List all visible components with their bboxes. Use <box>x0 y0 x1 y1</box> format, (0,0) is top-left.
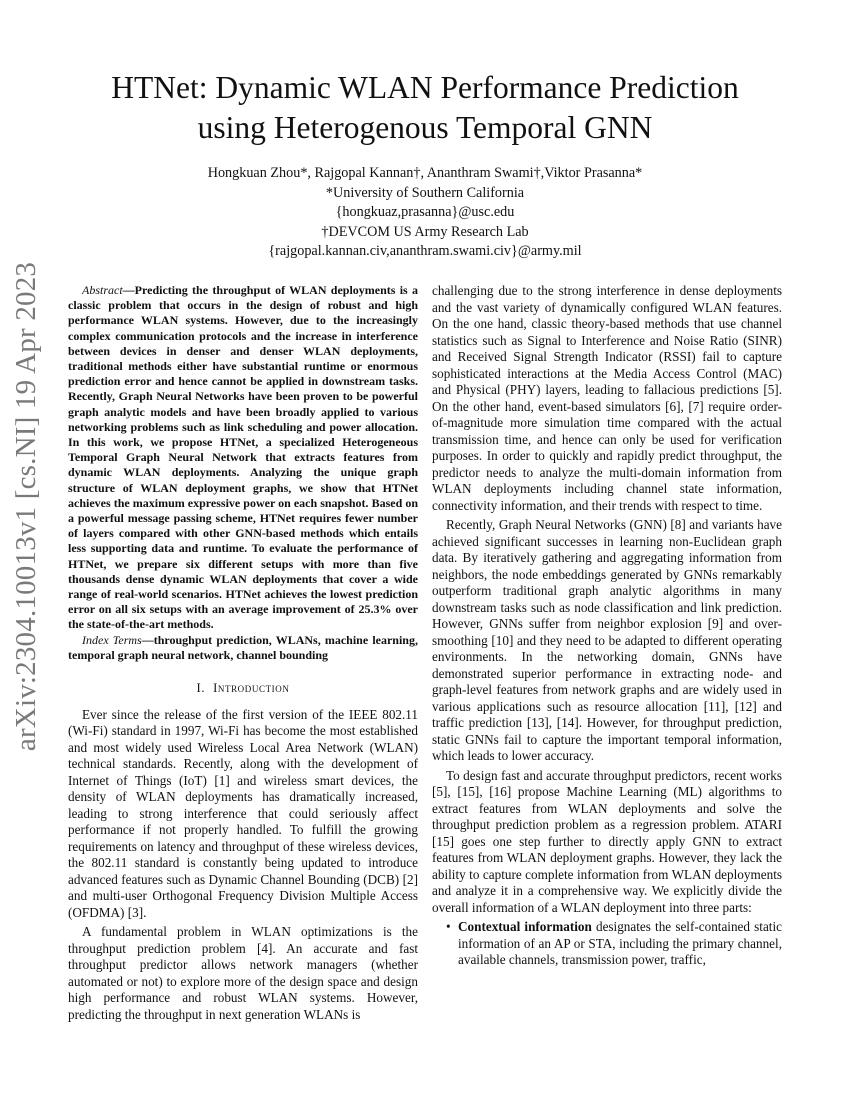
title-line-2: using Heterogenous Temporal GNN <box>197 110 653 145</box>
section-heading-introduction <box>68 680 418 697</box>
list-item <box>432 919 782 969</box>
body-paragraph: Recently, Graph Neural Networks (GNN) [8] and variants have achieved significant successes in learning non-Euclidean graph data. By iteratively gathering and aggregating information from neighbors, the node embeddings generated by GNNs remarkably outperform traditional graph analytic algorithms in many downstream tasks such as node classification and link prediction. However, GNNs suffer from neighbor explosion [9] and over-smoothing [10] and they need to be adapted to different operating environments. In the networking domain, GNNs have demonstrated superior performance in extracting node- and graph-level features from network graphs and are widely used in various applications such as resource allocation [11], [12] and traffic prediction [13], [14]. However, for throughput prediction, static GNNs fail to capture the important temporal information, which leads to lower accuracy. <box>432 517 782 763</box>
author-block <box>80 164 770 262</box>
body-paragraph: A fundamental problem in WLAN optimizations is the throughput prediction problem [4]. An accurate and fast throughput predictor allows network managers (whether automated or not) to explore more of the design space and design high performance and robust WLAN systems. However, predicting the throughput in next generation WLANs is <box>68 924 418 1022</box>
arxiv-identifier-stamp <box>2 261 52 751</box>
abstract-paragraph <box>68 283 418 633</box>
body-paragraph: Ever since the release of the first version of the IEEE 802.11 (Wi-Fi) standard in 1997, Wi-Fi has become the most established and most widely used Wireless Local Area Network (WLAN) technical standards. Recently, along with the development of Internet of Things (IoT) [1] and wireless smart devices, the density of WLAN deployments has dramatically increased, leading to strong interference that could seriously affect performance if not properly handled. To fulfill the growing requirements on latency and throughput of these wireless devices, the 802.11 standard is constantly being updated to introduce advanced features such as Dynamic Channel Bounding (DCB) [2] and multi-user Orthogonal Frequency Division Multiple Access (OFDMA) [3]. <box>68 706 418 920</box>
email-2: {rajgopal.kannan.civ,ananthram.swami.civ}@army.mil <box>268 243 582 259</box>
paper-title <box>60 68 790 148</box>
abstract-text: —Predicting the throughput of WLAN deployments is a classic problem that occurs in the design of robust and high performance WLAN systems. However, due to the increasingly complex communication protocols and the increase in interference between devices in denser and denser WLAN deployments, traditional methods either have substantial runtime or enormous prediction error and hence cannot be applied in downstream tasks. Recently, Graph Neural Networks have been proven to be powerful graph analytic models and have been broadly applied to various networking problems such as link scheduling and power allocation. In this work, we propose HTNet, a specialized Heterogeneous Temporal Graph Neural Network that extracts features from dynamic WLAN deployments. Analyzing the unique graph structure of WLAN deployment graphs, we show that HTNet achieves the maximum expressive power on each snapshot. Based on a powerful message passing scheme, HTNet requires fewer number of layers compared with other GNN-based methods which entails less supporting data and runtime. To evaluate the performance of HTNet, we prepare six different setups with more than five thousands dense dynamic WLAN deployments that cover a wide range of real-world scenarios. HTNet achieves the lowest prediction error on all six setups with an average improvement of 25.3% over the state-of-the-art methods. <box>68 283 418 632</box>
title-line-1: HTNet: Dynamic WLAN Performance Prediction <box>111 70 739 105</box>
index-terms-label: Index Terms <box>82 632 142 647</box>
affiliation-2: †DEVCOM US Army Research Lab <box>321 223 529 240</box>
index-terms <box>68 633 418 663</box>
right-column <box>432 283 782 969</box>
information-list <box>432 919 782 969</box>
abstract <box>68 283 418 663</box>
affiliation-1: *University of Southern California <box>325 184 525 201</box>
arxiv-id: arXiv:2304.10013v1 [cs.NI] 19 Apr 2023 <box>10 261 43 751</box>
section-number: I. <box>196 681 206 696</box>
section-title: Introduction <box>213 681 290 696</box>
left-column <box>68 283 418 1023</box>
bullet-term: Contextual information <box>458 919 592 934</box>
bullet-marker: • <box>446 919 451 934</box>
body-paragraph: To design fast and accurate throughput predictors, recent works [5], [15], [16] propose Machine Learning (ML) algorithms to extract features from WLAN deployments and solve the throughput prediction problem as a regression problem. ATARI [15] goes one step further to directly apply GNN to extract features from WLAN deployment graphs. However, they lack the ability to capture complete information from WLAN deployments and analyze it in a comprehensive way. We explicitly divide the overall information of a WLAN deployment into three parts: <box>432 767 782 915</box>
email-1: {hongkuaz,prasanna}@usc.edu <box>335 204 515 220</box>
abstract-label: Abstract <box>82 283 123 297</box>
index-terms-text: —throughput prediction, WLANs, machine learning, temporal graph neural network, channel bounding <box>68 632 418 662</box>
bullet-text: designates the self-contained static information of an AP or STA, including the primary channel, available channels, transmission power, traffic, <box>458 919 782 967</box>
author-names: Hongkuan Zhou*, Rajgopal Kannan†, Ananthram Swami†,Viktor Prasanna* <box>207 165 643 181</box>
body-paragraph: challenging due to the strong interference in dense deployments and the vast variety of dynamically configured WLAN features. On the one hand, classic theory-based methods that use channel statistics such as Signal to Interference and Noise Ratio (SINR) and Received Signal Strength Indicator (RSSI) fail to capture sophisticated interactions at the Media Access Control (MAC) and Physical (PHY) layers, leading to fallacious predictions [5]. On the other hand, event-based simulators [6], [7] require order-of-magnitude more simulation time compared with the actual transmission time, and hence can only be used for verification purposes. In order to quickly and rapidly predict throughput, the predictor needs to analyze the multi-domain information from WLAN deployments including channel state information, connectivity information, and their trends with respect to time. <box>432 283 782 513</box>
